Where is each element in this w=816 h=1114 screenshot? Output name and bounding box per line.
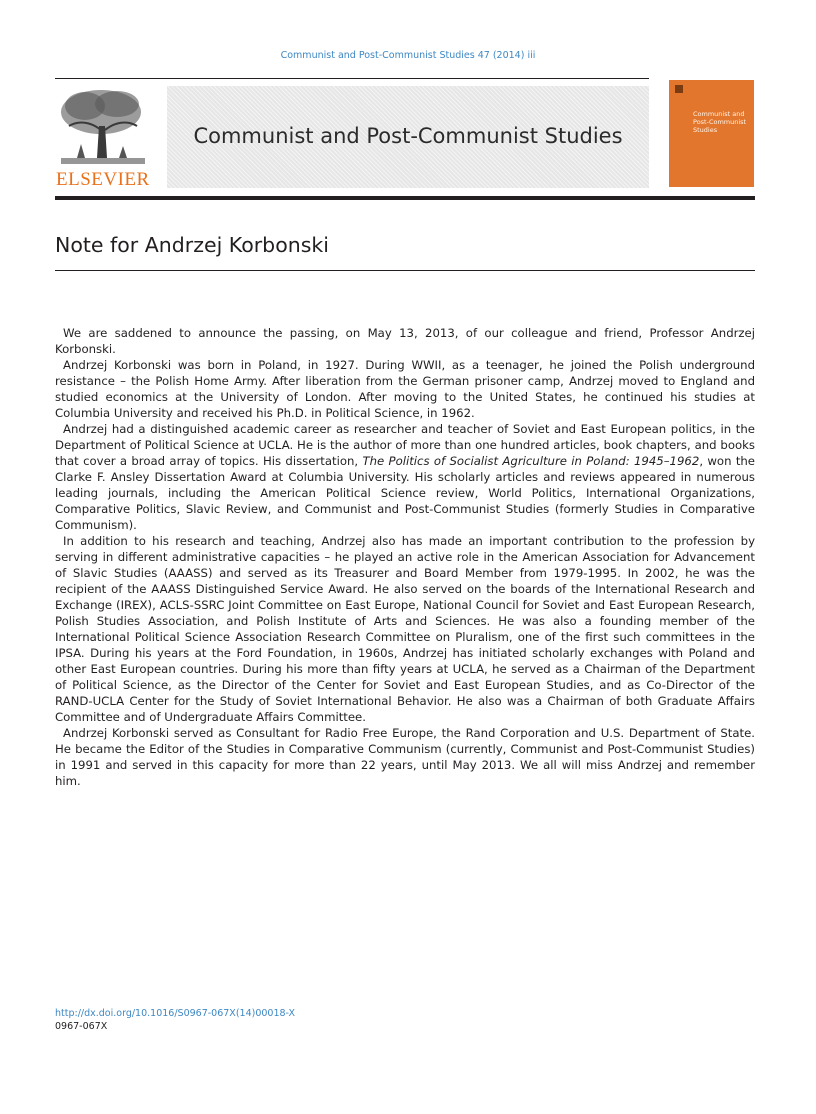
body-paragraph: We are saddened to announce the passing, on May 13, 2013, of our colleague and friend, Professor Andrzej Korbonski. <box>55 326 755 356</box>
journal-banner <box>167 86 649 188</box>
paragraph-text: , won the Clarke F. Ansley Dissertation Award at Columbia University. His scholarly articles and reviews appeared in numerous leading journals, including the American Political Science review, World Politics, International Organizations, Comparative Politics, Slavic Review, and Communist and Post-Communist Studies (formerly Studies in Comparative Communism). <box>55 454 755 532</box>
cover-title <box>693 110 746 134</box>
issn: 0967-067X <box>55 1021 108 1032</box>
cover-title-line: Post-Communist <box>693 118 747 126</box>
article-title: Note for Andrzej Korbonski <box>55 233 329 257</box>
cover-logo-icon <box>675 85 683 93</box>
journal-cover-thumbnail[interactable] <box>669 80 754 187</box>
body-paragraph: Andrzej Korbonski was born in Poland, in 1927. During WWII, as a teenager, he joined the Polish underground resistance – the Polish Home Army. After liberation from the German prisoner camp, Andrzej moved to England and studied economics at the University of London. After moving to the United States, he continued his studies at Columbia University and received his Ph.D. in Political Science, in 1962. <box>55 358 755 420</box>
journal-title[interactable]: Communist and Post-Communist Studies <box>193 124 623 148</box>
cover-title-line: Communist and <box>693 110 745 118</box>
dissertation-title: The Politics of Socialist Agriculture in Poland: 1945–1962 <box>362 454 700 468</box>
masthead-bottom-rule <box>55 196 755 200</box>
journal-citation[interactable]: Communist and Post-Communist Studies 47 (2014) iii <box>280 50 536 61</box>
body-paragraph <box>55 421 755 533</box>
elsevier-tree-icon <box>55 86 151 170</box>
title-rule <box>55 270 755 271</box>
doi-link[interactable]: http://dx.doi.org/10.1016/S0967-067X(14)00018-X <box>55 1008 296 1019</box>
elsevier-wordmark: ELSEVIER <box>56 169 150 190</box>
footer <box>55 1007 295 1033</box>
masthead-top-rule <box>55 78 649 79</box>
body-paragraph: In addition to his research and teaching, Andrzej also has made an important contribution to the profession by serving in different administrative capacities – he played an active role in the American Association for Advancement of Slavic Studies (AAASS) and served as its Treasurer and Board Member from 1979-1995. In 2002, he was the recipient of the AAASS Distinguished Service Award. He also served on the boards of the International Research and Exchange (IREX), ACLS-SSRC Joint Committee on East Europe, National Council for Soviet and East European Research, Polish Studies Association, and Polish Institute of Arts and Sciences. He was also a founding member of the International Political Science Association Research Committee on Pluralism, one of the first such committees in the IPSA. During his years at the Ford Foundation, in 1960s, Andrzej has initiated scholarly exchanges with Poland and other East European countries. During his more than fifty years at UCLA, he served as a Chairman of the Department of Political Science, as the Director of the Center for Soviet and East European Studies, and as Co-Director of the RAND-UCLA Center for the Study of Soviet International Behavior. He also was a Chairman of both Graduate Affairs Committee and of Undergraduate Affairs Committee. <box>55 534 755 724</box>
elsevier-logo[interactable] <box>55 86 165 190</box>
article-body <box>55 325 755 789</box>
body-paragraph: Andrzej Korbonski served as Consultant for Radio Free Europe, the Rand Corporation and U.S. Department of State. He became the Editor of the Studies in Comparative Communism (currently, Communist and Post-Communist Studies) in 1991 and served in this capacity for more than 22 years, until May 2013. We all will miss Andrzej and remember him. <box>55 726 755 788</box>
cover-title-line: Studies <box>693 126 718 134</box>
paragraph-text: Andrzej had a distinguished academic career as researcher and teacher of Soviet and East European politics, in the Department of Political Science at UCLA. He is the author of more than one hundred articles, book chapters, and books that cover a broad array of topics. His dissertation, <box>55 422 755 468</box>
